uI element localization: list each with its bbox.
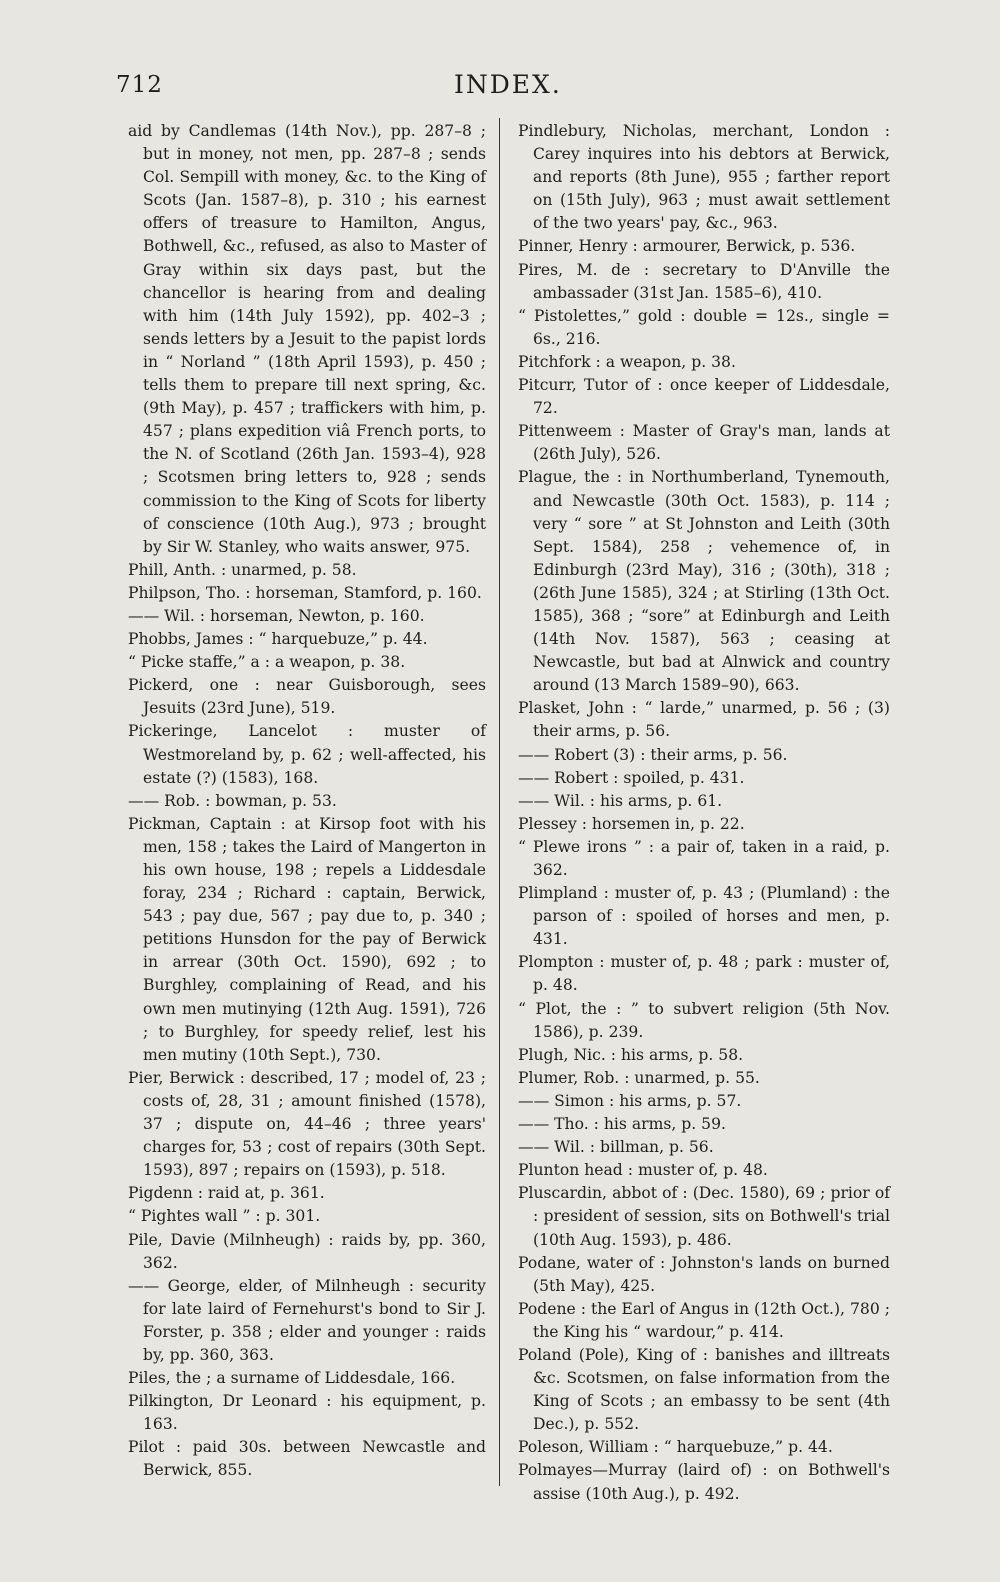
index-entry: “ Pistolettes,” gold : double = 12s., single = 6s., 216.: [518, 306, 890, 348]
index-entry: Plasket, John : “ larde,” unarmed, p. 56 ; (3) their arms, p. 56.: [518, 699, 890, 741]
index-entry: “ Pightes wall ” : p. 301.: [128, 1207, 321, 1226]
index-entry: —— Tho. : his arms, p. 59.: [518, 1115, 726, 1134]
right-column: [518, 120, 890, 1506]
index-entry: —— Wil. : billman, p. 56.: [518, 1138, 714, 1157]
index-entry: Pilot : paid 30s. between Newcastle and Berwick, 855.: [128, 1438, 486, 1480]
index-entry: Plunton head : muster of, p. 48.: [518, 1161, 768, 1180]
page-header: [116, 68, 562, 108]
index-entry: Pitcurr, Tutor of : once keeper of Liddesdale, 72.: [518, 376, 890, 418]
index-entry: Pickerd, one : near Guisborough, sees Jesuits (23rd June), 519.: [128, 676, 486, 718]
index-entry: Pickman, Captain : at Kirsop foot with his men, 158 ; takes the Laird of Mangerton in his own house, 198 ; repels a Liddesdale foray, 234 ; Richard : captain, Berwick, 543 ; pay due, 567 ; pay due to, p. 340 ; petitions Hunsdon for the pay of Berwick in arrear (30th Oct. 1590), 692 ; to Burghley, complaining of Read, and his own men mutinying (12th Aug. 1591), 726 ; to Burghley, for speedy relief, lest his men mutiny (10th Sept.), 730.: [128, 814, 486, 1064]
index-entry: Pile, Davie (Milnheugh) : raids by, pp. 360, 362.: [128, 1230, 486, 1272]
index-entry: —— Robert : spoiled, p. 431.: [518, 768, 745, 787]
index-entry: “ Plewe irons ” : a pair of, taken in a raid, p. 362.: [518, 837, 890, 879]
page-number: 712: [116, 72, 163, 98]
index-entry: Philpson, Tho. : horseman, Stamford, p. 160.: [128, 583, 482, 602]
index-entry: Phill, Anth. : unarmed, p. 58.: [128, 560, 357, 579]
index-entry: Pier, Berwick : described, 17 ; model of, 23 ; costs of, 28, 31 ; amount finished (1578), 37 ; dispute on, 44–46 ; three years' charges for, 53 ; cost of repairs (30th Sept. 1593), 897 ; repairs on (1593), p. 518.: [128, 1068, 486, 1180]
index-entry: Poland (Pole), King of : banishes and illtreats &c. Scotsmen, on false information from the King of Scots ; an embassy to be sent (4th Dec.), p. 552.: [518, 1345, 890, 1434]
index-entry: Pitchfork : a weapon, p. 38.: [518, 352, 736, 371]
index-entry: Plompton : muster of, p. 48 ; park : muster of, p. 48.: [518, 953, 890, 995]
index-entry: Pigdenn : raid at, p. 361.: [128, 1184, 325, 1203]
index-entry: —— Wil. : horseman, Newton, p. 160.: [128, 606, 425, 625]
index-entry: —— Simon : his arms, p. 57.: [518, 1091, 742, 1110]
index-entry: —— Rob. : bowman, p. 53.: [128, 791, 337, 810]
index-entry: Plessey : horsemen in, p. 22.: [518, 814, 745, 833]
index-entry: Polmayes—Murray (laird of) : on Bothwell's assise (10th Aug.), p. 492.: [518, 1461, 890, 1503]
index-entry: Podene : the Earl of Angus in (12th Oct.), 780 ; the King his “ wardour,” p. 414.: [518, 1299, 890, 1341]
index-entry: Pinner, Henry : armourer, Berwick, p. 536.: [518, 237, 856, 256]
index-entry: aid by Candlemas (14th Nov.), pp. 287–8 ; but in money, not men, pp. 287–8 ; sends Col. Sempill with money, &c. to the King of Scots (Jan. 1587–8), p. 310 ; his earnest offers of treasure to Hamilton, Angus, Bothwell, &c., refused, as also to Master of Gray within six days past, but the chancellor is hearing from and dealing with him (14th July 1592), pp. 402–3 ; sends letters by a Jesuit to the papist lords in “ Norland ” (18th April 1593), p. 450 ; tells them to prepare till next spring, &c. (9th May), p. 457 ; traffickers with him, p. 457 ; plans expedition viâ French ports, to the N. of Scotland (26th Jan. 1593–4), 928 ; Scotsmen bring letters to, 928 ; sends commission to the King of Scots for liberty of conscience (10th Aug.), 973 ; brought by Sir W. Stanley, who waits answer, 975.: [128, 122, 486, 556]
index-entry: Pluscardin, abbot of : (Dec. 1580), 69 ; prior of : president of session, sits on Bothwell's trial (10th Aug. 1593), p. 486.: [518, 1184, 890, 1249]
index-entry: Pires, M. de : secretary to D'Anville the ambassader (31st Jan. 1585–6), 410.: [518, 260, 890, 302]
left-column: [128, 120, 486, 1483]
index-entry: “ Plot, the : ” to subvert religion (5th Nov. 1586), p. 239.: [518, 999, 890, 1041]
index-entry: Pilkington, Dr Leonard : his equipment, p. 163.: [128, 1392, 486, 1434]
index-entry: Phobbs, James : “ harquebuze,” p. 44.: [128, 630, 428, 649]
index-entry: Plugh, Nic. : his arms, p. 58.: [518, 1045, 744, 1064]
index-entry: Poleson, William : “ harquebuze,” p. 44.: [518, 1438, 833, 1457]
index-entry: —— George, elder, of Milnheugh : security for late laird of Fernehurst's bond to Sir J. Forster, p. 358 ; elder and younger : raids by, pp. 360, 363.: [128, 1276, 486, 1364]
index-entry: Plumer, Rob. : unarmed, p. 55.: [518, 1068, 760, 1087]
index-entry: Pittenweem : Master of Gray's man, lands at (26th July), 526.: [518, 422, 890, 464]
index-entry: Pindlebury, Nicholas, merchant, London : Carey inquires into his debtors at Berwick, and reports (8th June), 955 ; farther report on (15th July), 963 ; must await settlement of the two years' pay, &c., 963.: [518, 122, 890, 233]
index-entry: —— Robert (3) : their arms, p. 56.: [518, 745, 788, 764]
index-entry: Piles, the ; a surname of Liddesdale, 166.: [128, 1369, 456, 1388]
index-entry: —— Wil. : his arms, p. 61.: [518, 791, 723, 810]
index-entry: Podane, water of : Johnston's lands on burned (5th May), 425.: [518, 1253, 890, 1295]
index-entry: Pickeringe, Lancelot : muster of Westmoreland by, p. 62 ; well-affected, his estate (?) (1583), 168.: [128, 722, 486, 787]
index-entry: “ Picke staffe,” a : a weapon, p. 38.: [128, 653, 406, 672]
column-divider: [499, 118, 500, 1486]
index-entry: Plimpland : muster of, p. 43 ; (Plumland) : the parson of : spoiled of horses and men, p. 431.: [518, 884, 890, 949]
running-head: INDEX.: [454, 70, 562, 99]
index-entry: Plague, the : in Northumberland, Tynemouth, and Newcastle (30th Oct. 1583), p. 114 ; very “ sore ” at St Johnston and Leith (30th Sept. 1584), 258 ; vehemence of, in Edinburgh (23rd May), 316 ; (30th), 318 ; (26th June 1585), 324 ; at Stirling (13th Oct. 1585), 368 ; “sore” at Edinburgh and Leith (14th Nov. 1587), 563 ; ceasing at Newcastle, but bad at Alnwick and country around (13 March 1589–90), 663.: [518, 468, 890, 695]
